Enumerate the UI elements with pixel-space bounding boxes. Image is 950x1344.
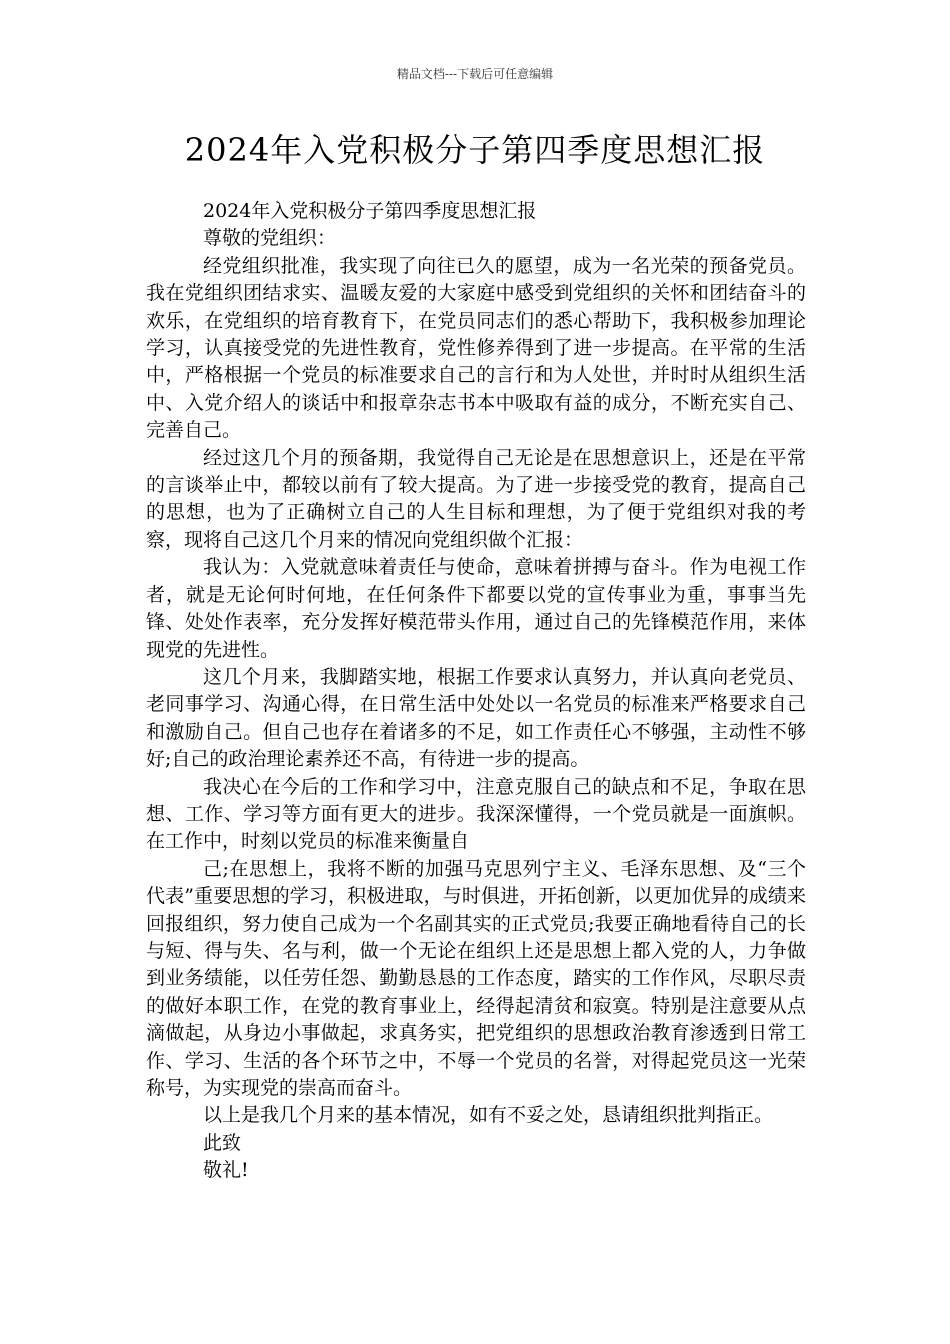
paragraph: 以上是我几个月来的基本情况，如有不妥之处，恳请组织批判指正。: [203, 1104, 774, 1127]
salutation: 尊敬的党组织：: [203, 227, 337, 250]
paragraph: 这几个月来，我脚踏实地，根据工作要求认真努力，并认真向老党员、老同事学习、沟通心得，在日常生活中处处以一名党员的标准来严格要求自己和激励自己。但自己也存在着诸多的不足，如工作责任心不够强，主动性不够好;自己的政治理论素养还不高，有待进一步的提高。: [146, 665, 806, 771]
body-subtitle: 2024年入党积极分子第四季度思想汇报: [203, 200, 537, 222]
paragraph: 经过这几个月的预备期，我觉得自己无论是在思想意识上，还是在平常的言谈举止中，都较以前有了较大提高。为了进一步接受党的教育，提高自己的思想，也为了正确树立自己的人生目标和理想，为了便于党组织对我的考察，现将自己这几个月来的情况向党组织做个汇报：: [146, 446, 806, 551]
paragraph: 我决心在今后的工作和学习中，注意克服自己的缺点和不足，争取在思想、工作、学习等方面有更大的进步。我深深懂得，一个党员就是一面旗帜。在工作中，时刻以党员的标准来衡量自: [146, 775, 806, 853]
closing-line: 此致: [203, 1131, 242, 1154]
paragraph: 己;在思想上，我将不断的加强马克思列宁主义、毛泽东思想、及“三个代表”重要思想的学习，积极进取，与时俱进，开拓创新，以更加优异的成绩来回报组织，努力使自己成为一个名副其实的正式党员;我要正确地看待自己的长与短、得与失、名与利，做一个无论在组织上还是思想上都入党的人，力争做到业务绩能，以任劳任怨、勤勤恳恳的工作态度，踏实的工作作风，尽职尽责的做好本职工作，在党的教育事业上，经得起清贫和寂寞。特别是注意要从点滴做起，从身边小事做起，求真务实，把党组织的思想政治教育渗透到日常工作、学习、生活的各个环节之中，不辱一个党员的名誉，对得起党员这一光荣称号，为实现党的崇高而奋斗。: [146, 857, 806, 1099]
document-body: [146, 198, 806, 1185]
closing-regards: 敬礼!: [203, 1159, 249, 1182]
document-title: 2024年入党积极分子第四季度思想汇报: [184, 131, 766, 169]
page-header: 精品文档---下载后可任意编辑: [396, 67, 554, 81]
paragraph: 我认为：入党就意味着责任与使命，意味着拼搏与奋斗。作为电视工作者，就是无论何时何地，在任何条件下都要以党的宣传事业为重，事事当先锋、处处作表率，充分发挥好模范带头作用，通过自己的先锋模范作用，来体现党的先进性。: [146, 556, 806, 661]
paragraph: 经党组织批准，我实现了向往已久的愿望，成为一名光荣的预备党员。我在党组织团结求实、温暖友爱的大家庭中感受到党组织的关怀和团结奋斗的欢乐，在党组织的培育教育下，在党员同志们的悉心帮助下，我积极参加理论学习，认真接受党的先进性教育，党性修养得到了进一步提高。在平常的生活中，严格根据一个党员的标准要求自己的言行和为人处世，并时时从组织生活中、入党介绍人的谈话中和报章杂志书本中吸取有益的成分，不断充实自己、完善自己。: [146, 254, 806, 442]
